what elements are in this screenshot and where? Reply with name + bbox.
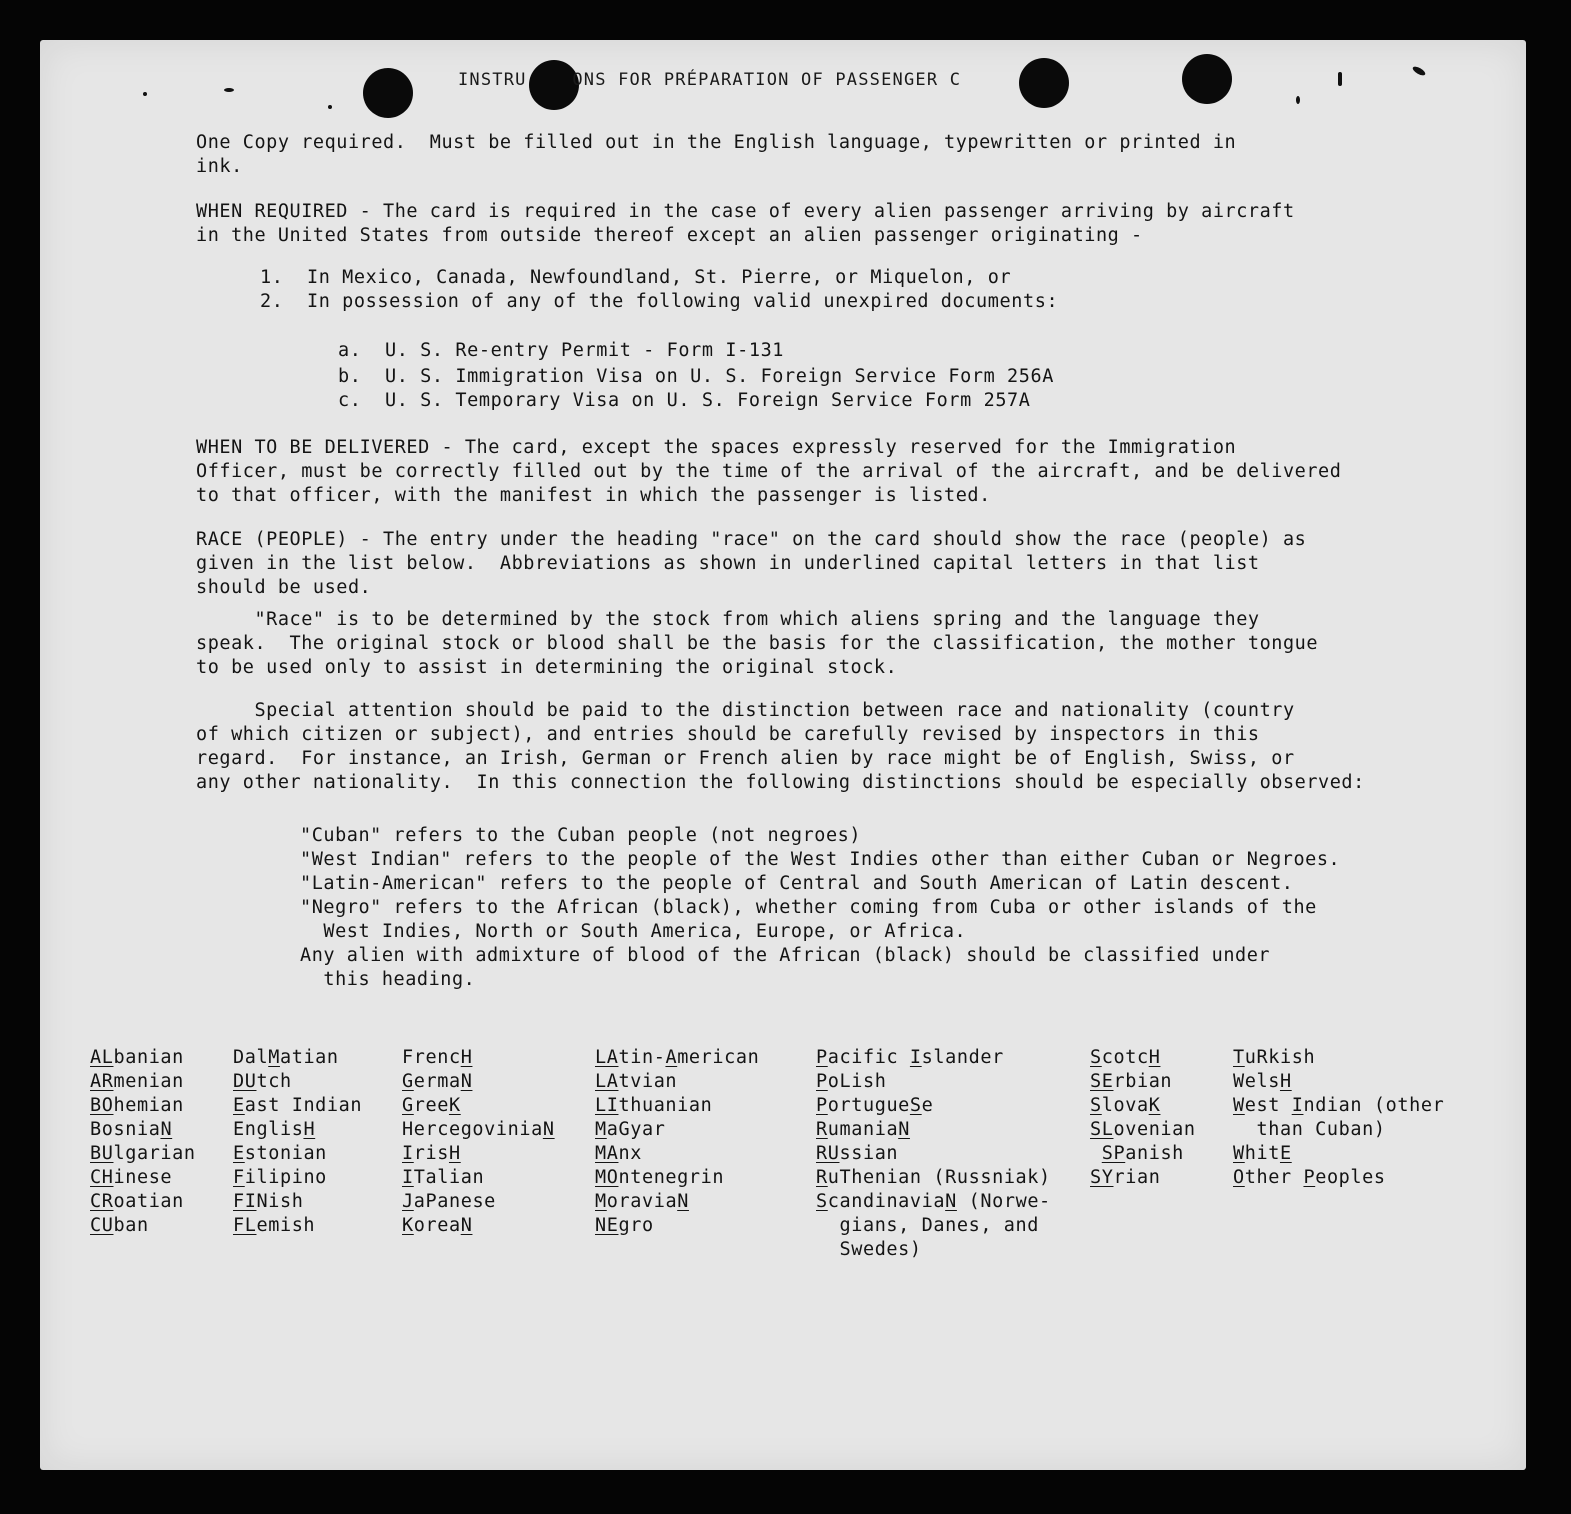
race-entry: LAtin-American bbox=[595, 1047, 760, 1068]
punch-hole bbox=[1019, 58, 1069, 108]
race-entry: gians, Danes, and bbox=[816, 1215, 1040, 1236]
race-entry: WhitE bbox=[1233, 1143, 1292, 1164]
race-entry: MOntenegrin bbox=[595, 1167, 725, 1188]
race-entry: RuThenian (Russniak) bbox=[816, 1167, 1051, 1188]
race-entry: than Cuban) bbox=[1233, 1119, 1386, 1140]
punch-hole bbox=[363, 68, 413, 118]
race-entry: BUlgarian bbox=[90, 1143, 196, 1164]
race-entry: PortugueSe bbox=[816, 1095, 934, 1116]
race-entry: RumaniaN bbox=[816, 1119, 910, 1140]
race-column bbox=[233, 1046, 362, 1238]
race-entry: LAtvian bbox=[595, 1071, 678, 1092]
race-entry: East Indian bbox=[233, 1095, 363, 1116]
race-entry: West Indian (other bbox=[1233, 1095, 1445, 1116]
race-entry: LIthuanian bbox=[595, 1095, 713, 1116]
race-entry: WelsH bbox=[1233, 1071, 1292, 1092]
ink-speck bbox=[1338, 72, 1342, 86]
race-entry: CRoatian bbox=[90, 1191, 184, 1212]
document-item: c. U. S. Temporary Visa on U. S. Foreign Service Form 257A bbox=[338, 390, 1031, 411]
race-intro-paragraph: RACE (PEOPLE) - The entry under the heading "race" on the card should show the race (people) as given in the list below. Abbreviations as shown in underlined capital letters in that list should be used. bbox=[196, 529, 1307, 598]
race-entry: MoraviaN bbox=[595, 1191, 689, 1212]
race-entry: IrisH bbox=[402, 1143, 461, 1164]
race-column bbox=[595, 1046, 759, 1238]
race-entry: MaGyar bbox=[595, 1119, 666, 1140]
race-entry: PoLish bbox=[816, 1071, 887, 1092]
document-item: a. U. S. Re-entry Permit - Form I-131 bbox=[338, 340, 785, 361]
race-entry: SYrian bbox=[1090, 1167, 1161, 1188]
race-column bbox=[90, 1046, 196, 1238]
race-entry: HercegoviniaN bbox=[402, 1119, 555, 1140]
race-entry: RUssian bbox=[816, 1143, 899, 1164]
race-entry: EnglisH bbox=[233, 1119, 316, 1140]
race-entry: MAnx bbox=[595, 1143, 642, 1164]
when-delivered-paragraph: WHEN TO BE DELIVERED - The card, except the spaces expressly reserved for the Immigration Officer, must be correctly filled out by the time of the arrival of the aircraft, and be delivered to that officer, with the manifest in which the passenger is listed. bbox=[196, 437, 1342, 506]
document-item: b. U. S. Immigration Visa on U. S. Foreign Service Form 256A bbox=[338, 366, 1055, 387]
race-entry: CHinese bbox=[90, 1167, 173, 1188]
race-entry: ARmenian bbox=[90, 1071, 184, 1092]
race-entry: SlovaK bbox=[1090, 1095, 1161, 1116]
when-required-paragraph: WHEN REQUIRED - The card is required in the case of every alien passenger arriving by aircraft in the United States from outside thereof except an alien passenger originating - bbox=[196, 201, 1295, 246]
race-entry: TuRkish bbox=[1233, 1047, 1316, 1068]
race-column bbox=[1233, 1046, 1444, 1190]
race-entry: SLovenian bbox=[1090, 1119, 1196, 1140]
race-entry: Pacific Islander bbox=[816, 1047, 1004, 1068]
race-entry: Other Peoples bbox=[1233, 1167, 1386, 1188]
race-entry: Swedes) bbox=[816, 1239, 922, 1260]
race-entry: JaPanese bbox=[402, 1191, 496, 1212]
race-entry: BosniaN bbox=[90, 1119, 173, 1140]
race-entry: ITalian bbox=[402, 1167, 485, 1188]
race-entry: BOhemian bbox=[90, 1095, 184, 1116]
race-column bbox=[816, 1046, 1051, 1262]
race-entry: FINish bbox=[233, 1191, 304, 1212]
distinctions-list: "Cuban" refers to the Cuban people (not negroes) "West Indian" refers to the people of the West Indies other than either Cuban or Negroes. "Latin-American" refers to the people of Central and South American of Latin descent. "Negro" refers to the African (black), whether coming from Cuba or other islands of the West Indies, North or South America, Europe, or Africa. Any alien with admixture of blood of the African (black) should be classified under this heading. bbox=[300, 825, 1341, 990]
race-column bbox=[1090, 1046, 1196, 1190]
race-entry: NEgro bbox=[595, 1215, 654, 1236]
ink-speck bbox=[1296, 96, 1300, 104]
race-entry: Estonian bbox=[233, 1143, 327, 1164]
race-entry: CUban bbox=[90, 1215, 149, 1236]
ink-speck bbox=[143, 92, 147, 96]
punch-hole bbox=[1182, 54, 1232, 104]
condition-item: 1. In Mexico, Canada, Newfoundland, St. Pierre, or Miquelon, or bbox=[260, 267, 1012, 288]
race-entry: GermaN bbox=[402, 1071, 473, 1092]
race-entry: KoreaN bbox=[402, 1215, 473, 1236]
race-entry: ScandinaviaN (Norwe- bbox=[816, 1191, 1051, 1212]
ink-speck bbox=[328, 105, 332, 109]
condition-item: 2. In possession of any of the following valid unexpired documents: bbox=[260, 291, 1059, 312]
intro-paragraph: One Copy required. Must be filled out in the English language, typewritten or printed in ink. bbox=[196, 132, 1237, 177]
race-entry: ALbanian bbox=[90, 1047, 184, 1068]
race-entry: DUtch bbox=[233, 1071, 292, 1092]
race-definition-paragraph: "Race" is to be determined by the stock from which aliens spring and the language they speak. The original stock or blood shall be the basis for the classification, the mother tongue to be used only to assist in determining the original stock. bbox=[196, 609, 1319, 678]
race-entry: SErbian bbox=[1090, 1071, 1173, 1092]
race-entry: Filipino bbox=[233, 1167, 327, 1188]
race-entry: FLemish bbox=[233, 1215, 316, 1236]
race-entry: SPanish bbox=[1101, 1143, 1184, 1164]
special-attention-paragraph: Special attention should be paid to the distinction between race and nationality (country of which citizen or subject), and entries should be carefully revised by inspectors in this regard. For instance, an Irish, German or French alien by race might be of English, Swiss, or any other nationality. In this connection the following distinctions should be especially observed: bbox=[196, 700, 1365, 793]
race-entry: FrencH bbox=[402, 1047, 473, 1068]
ink-speck bbox=[224, 88, 234, 92]
race-entry: ScotcH bbox=[1090, 1047, 1161, 1068]
race-entry: DalMatian bbox=[233, 1047, 339, 1068]
race-entry: GreeK bbox=[402, 1095, 461, 1116]
document-title: INSTRU ONS FOR PRÉPARATION OF PASSENGER C bbox=[458, 70, 962, 90]
race-column bbox=[402, 1046, 555, 1238]
